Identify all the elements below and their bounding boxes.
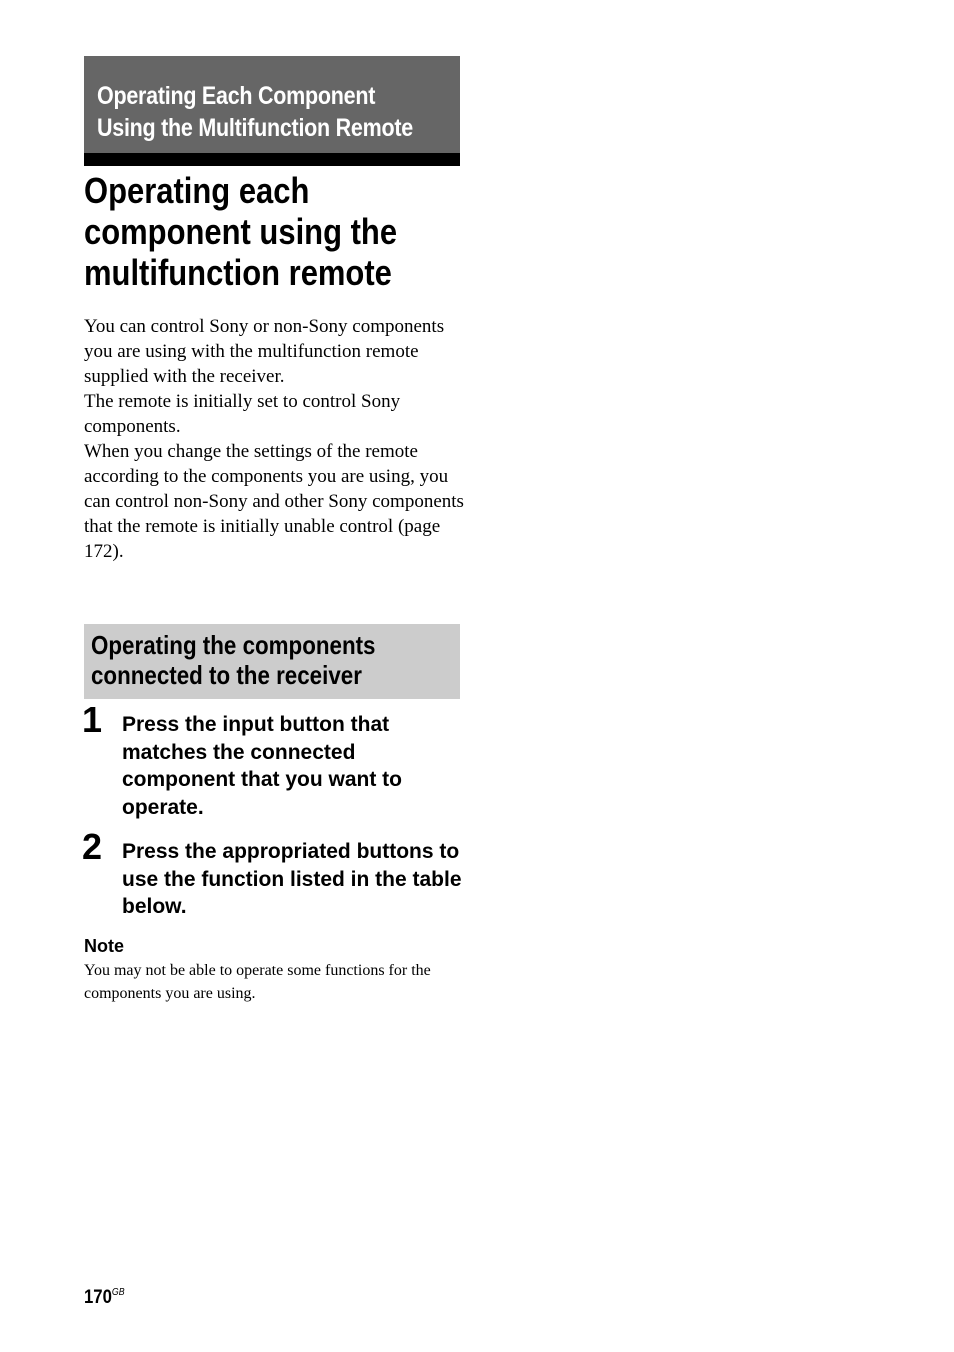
step-2-number: 2 bbox=[82, 826, 103, 867]
chapter-banner-line-1: Operating Each Component bbox=[97, 82, 376, 110]
note-text: You may not be able to operate some functions for the components you are using. bbox=[84, 962, 431, 1002]
section-heading-line-2: connected to the receiver bbox=[91, 660, 362, 690]
intro-paragraph-2: The remote is initially set to control Sony components. bbox=[84, 391, 401, 437]
step-1-text: Press the input button that matches the connected component that you want to operate. bbox=[122, 713, 402, 819]
section-heading-box bbox=[84, 624, 460, 699]
page-number-value: 170 bbox=[84, 1287, 112, 1308]
intro-paragraph-3: When you change the settings of the remote according to the components you are using, you can control non-Sony and other Sony components that the remote is initially unable control (page 172). bbox=[84, 441, 464, 562]
step-2-text: Press the appropriated buttons to use the function listed in the table below. bbox=[122, 840, 462, 918]
page-number bbox=[84, 1282, 125, 1309]
page-title-line-2: component using the bbox=[84, 211, 398, 252]
page-title-line-3: multifunction remote bbox=[84, 252, 392, 293]
page-title bbox=[84, 170, 480, 293]
step-1-number: 1 bbox=[82, 699, 103, 740]
page-title-line-1: Operating each bbox=[84, 170, 310, 211]
page-number-suffix: GB bbox=[111, 1287, 125, 1298]
intro-paragraph-1: You can control Sony or non-Sony components you are using with the multifunction remote supplied with the receiver. bbox=[84, 316, 445, 387]
chapter-banner-title bbox=[97, 80, 413, 144]
intro-text bbox=[84, 314, 464, 564]
chapter-banner bbox=[84, 56, 460, 166]
section-heading bbox=[91, 630, 375, 690]
chapter-banner-line-2: Using the Multifunction Remote bbox=[97, 114, 413, 142]
section-heading-line-1: Operating the components bbox=[91, 630, 376, 660]
note-heading: Note bbox=[84, 936, 124, 956]
